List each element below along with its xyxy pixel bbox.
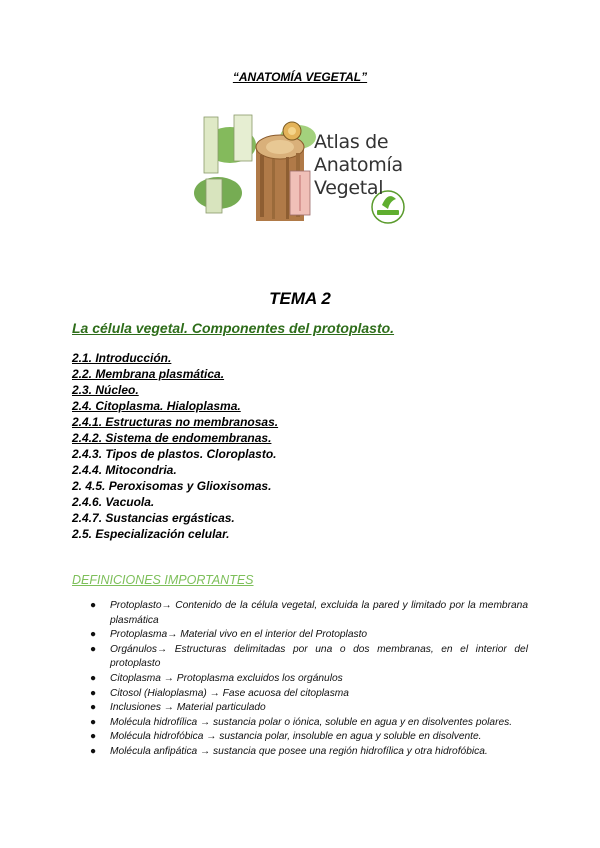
bullet-icon: ● — [90, 731, 97, 743]
definition-item — [90, 628, 528, 643]
toc-item: 2.1. Introducción. — [72, 351, 172, 365]
definition-item — [90, 599, 528, 628]
toc-item: 2.4.2. Sistema de endomembranas. — [72, 431, 272, 445]
bullet-icon: ● — [90, 629, 97, 641]
toc-item: 2.5. Especialización celular. — [72, 527, 230, 541]
toc-item: 2.2. Membrana plasmática. — [72, 367, 225, 381]
bullet-icon: ● — [90, 687, 97, 699]
toc-item: 2.4. Citoplasma. Hialoplasma. — [72, 399, 241, 413]
logo-title — [314, 131, 403, 200]
bullet-icon: ● — [90, 600, 97, 611]
definition-text: Molécula hidrofóbica → sustancia polar, insoluble en agua y soluble en disolvente. — [110, 731, 482, 743]
definition-text: Citosol (Hialoplasma) → Fase acuosa del citoplasma — [110, 687, 349, 699]
definition-text: Inclusiones → Material particulado — [110, 702, 266, 714]
definition-item — [90, 643, 528, 672]
definition-text: Citoplasma → Protoplasma excluidos los orgánulos — [110, 672, 343, 684]
definition-text: Orgánulos→ Estructuras delimitadas por una o dos membranas, en el interior del protoplasto — [110, 643, 528, 670]
definition-text: Protoplasma→ Material vivo en el interior del Protoplasto — [110, 629, 368, 641]
definition-item — [90, 701, 528, 716]
definition-item — [90, 672, 528, 687]
chapter-subtitle: La célula vegetal. Componentes del protoplasto. — [72, 320, 395, 336]
logo-line-1: Atlas de — [314, 131, 389, 153]
toc-item: 2.4.1. Estructuras no membranosas. — [72, 415, 279, 429]
definition-text: Molécula anfipática → sustancia que posee una región hidrofílica y otra hidrofóbica. — [110, 745, 488, 757]
definition-text: Protoplasto→ Contenido de la célula vegetal, excluida la pared y limitado por la membrana plasmática — [110, 600, 528, 626]
definitions-list — [90, 599, 528, 760]
bullet-icon: ● — [90, 716, 97, 728]
toc-item: 2.4.7. Sustancias ergásticas. — [72, 511, 235, 525]
definition-text: Molécula hidrofílica → sustancia polar o iónica, soluble en agua y en disolventes polares. — [110, 716, 513, 728]
bullet-icon: ● — [90, 672, 97, 684]
atlas-logo — [190, 95, 412, 227]
toc-item: 2.4.4. Mitocondria. — [72, 463, 177, 477]
document-title: “ANATOMÍA VEGETAL” — [232, 70, 368, 84]
toc-item: 2.4.6. Vacuola. — [72, 495, 155, 509]
bullet-icon: ● — [90, 702, 97, 714]
bullet-icon: ● — [90, 745, 97, 757]
definition-item — [90, 716, 528, 731]
toc-item: 2. 4.5. Peroxisomas y Glioxisomas. — [72, 479, 272, 493]
definition-item — [90, 745, 528, 760]
definition-item — [90, 730, 528, 745]
definitions-heading: DEFINICIONES IMPORTANTES — [72, 573, 254, 587]
table-of-contents — [72, 350, 278, 542]
logo-line-3: Vegetal — [314, 177, 384, 199]
toc-item: 2.4.3. Tipos de plastos. Cloroplasto. — [72, 447, 277, 461]
bullet-icon: ● — [90, 643, 97, 655]
toc-item: 2.3. Núcleo. — [72, 383, 139, 397]
definition-item — [90, 687, 528, 702]
logo-line-2: Anatomía — [314, 154, 403, 176]
chapter-heading: TEMA 2 — [269, 289, 331, 308]
